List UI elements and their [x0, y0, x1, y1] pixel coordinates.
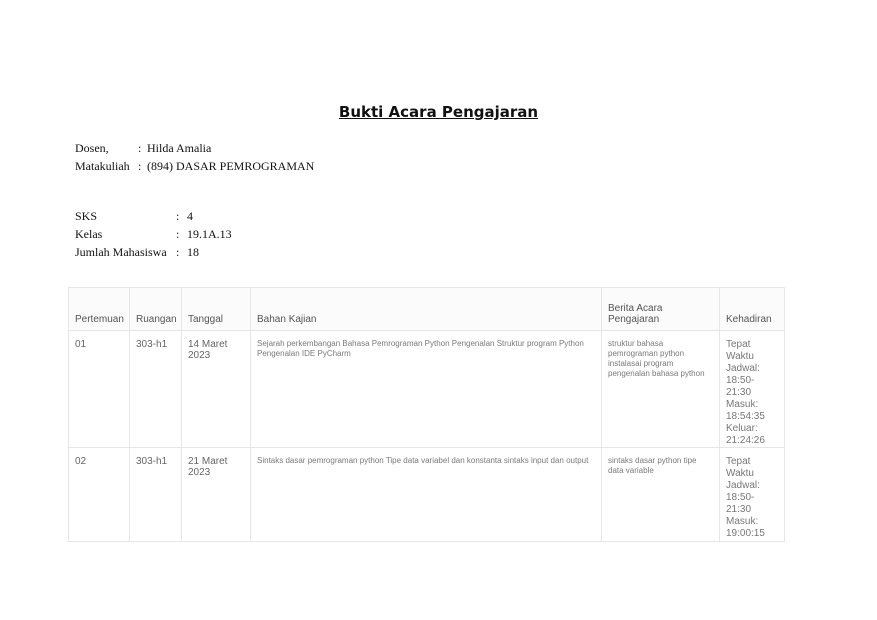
cell-berita-acara: sintaks dasar python tipe data variable [602, 448, 720, 542]
cell-kehadiran [720, 331, 785, 448]
cell-pertemuan: 02 [69, 448, 130, 542]
info-separator: : [176, 227, 180, 241]
info-label: Matakuliah [75, 159, 130, 173]
cell-kehadiran [720, 448, 785, 542]
kehadiran-line: 19:00:15 [726, 528, 765, 539]
kehadiran-line: Keluar: [726, 423, 758, 434]
info-label: Dosen, [75, 141, 109, 155]
info-label: Jumlah Mahasiswa [75, 245, 167, 259]
kehadiran-line: 18:50- [726, 492, 755, 503]
kehadiran-line: 18:54:35 [726, 411, 765, 422]
info-value: 18 [187, 245, 199, 259]
info-label: Kelas [75, 227, 103, 241]
attendance-table [68, 287, 785, 542]
kehadiran-line: Jadwal: [726, 363, 760, 374]
cell-berita-acara: struktur bahasa pemrograman python instalasai program pengenalan bahasa python [602, 331, 720, 448]
kehadiran-line: Tepat [726, 456, 751, 467]
info-value: 19.1A.13 [187, 227, 232, 241]
info-separator: : [176, 209, 180, 223]
column-header-kehadiran: Kehadiran [720, 288, 785, 331]
info-label: SKS [75, 209, 98, 223]
kehadiran-line: 18:50- [726, 375, 755, 386]
info-value: Hilda Amalia [147, 141, 212, 155]
table-row [69, 331, 785, 448]
cell-bahan-kajian: Sejarah perkembangan Bahasa Pemrograman Python Pengenalan Struktur program Python Pengenalan IDE PyCharm [251, 331, 602, 448]
info-value: 4 [187, 209, 193, 223]
cell-ruangan: 303-h1 [130, 448, 182, 542]
kehadiran-line: Waktu [726, 351, 754, 362]
kehadiran-line: Masuk: [726, 516, 759, 527]
column-header-berita-acara: Berita Acara Pengajaran [602, 288, 720, 331]
kehadiran-line: 21:30 [726, 387, 752, 398]
kehadiran-line: 21:30 [726, 504, 752, 515]
page-title: Bukti Acara Pengajaran [338, 103, 539, 121]
kehadiran-line: Jadwal: [726, 480, 760, 491]
kehadiran-line: Tepat [726, 339, 751, 350]
info-separator: : [138, 141, 142, 155]
cell-tanggal: 14 Maret 2023 [182, 331, 251, 448]
cell-ruangan: 303-h1 [130, 331, 182, 448]
kehadiran-line: 21:24:26 [726, 435, 765, 446]
table-row [69, 448, 785, 542]
cell-pertemuan: 01 [69, 331, 130, 448]
cell-bahan-kajian: Sintaks dasar pemrograman python Tipe data variabel dan konstanta sintaks input dan output [251, 448, 602, 542]
info-separator: : [138, 159, 142, 173]
kehadiran-line: Masuk: [726, 399, 759, 410]
kehadiran-line: Waktu [726, 468, 754, 479]
column-header-pertemuan: Pertemuan [69, 288, 130, 331]
column-header-tanggal: Tanggal [182, 288, 251, 331]
info-value: (894) DASAR PEMROGRAMAN [147, 159, 315, 173]
info-separator: : [176, 245, 180, 259]
column-header-ruangan: Ruangan [130, 288, 182, 331]
column-header-bahan-kajian: Bahan Kajian [251, 288, 602, 331]
cell-tanggal: 21 Maret 2023 [182, 448, 251, 542]
table-header-row [69, 288, 785, 331]
